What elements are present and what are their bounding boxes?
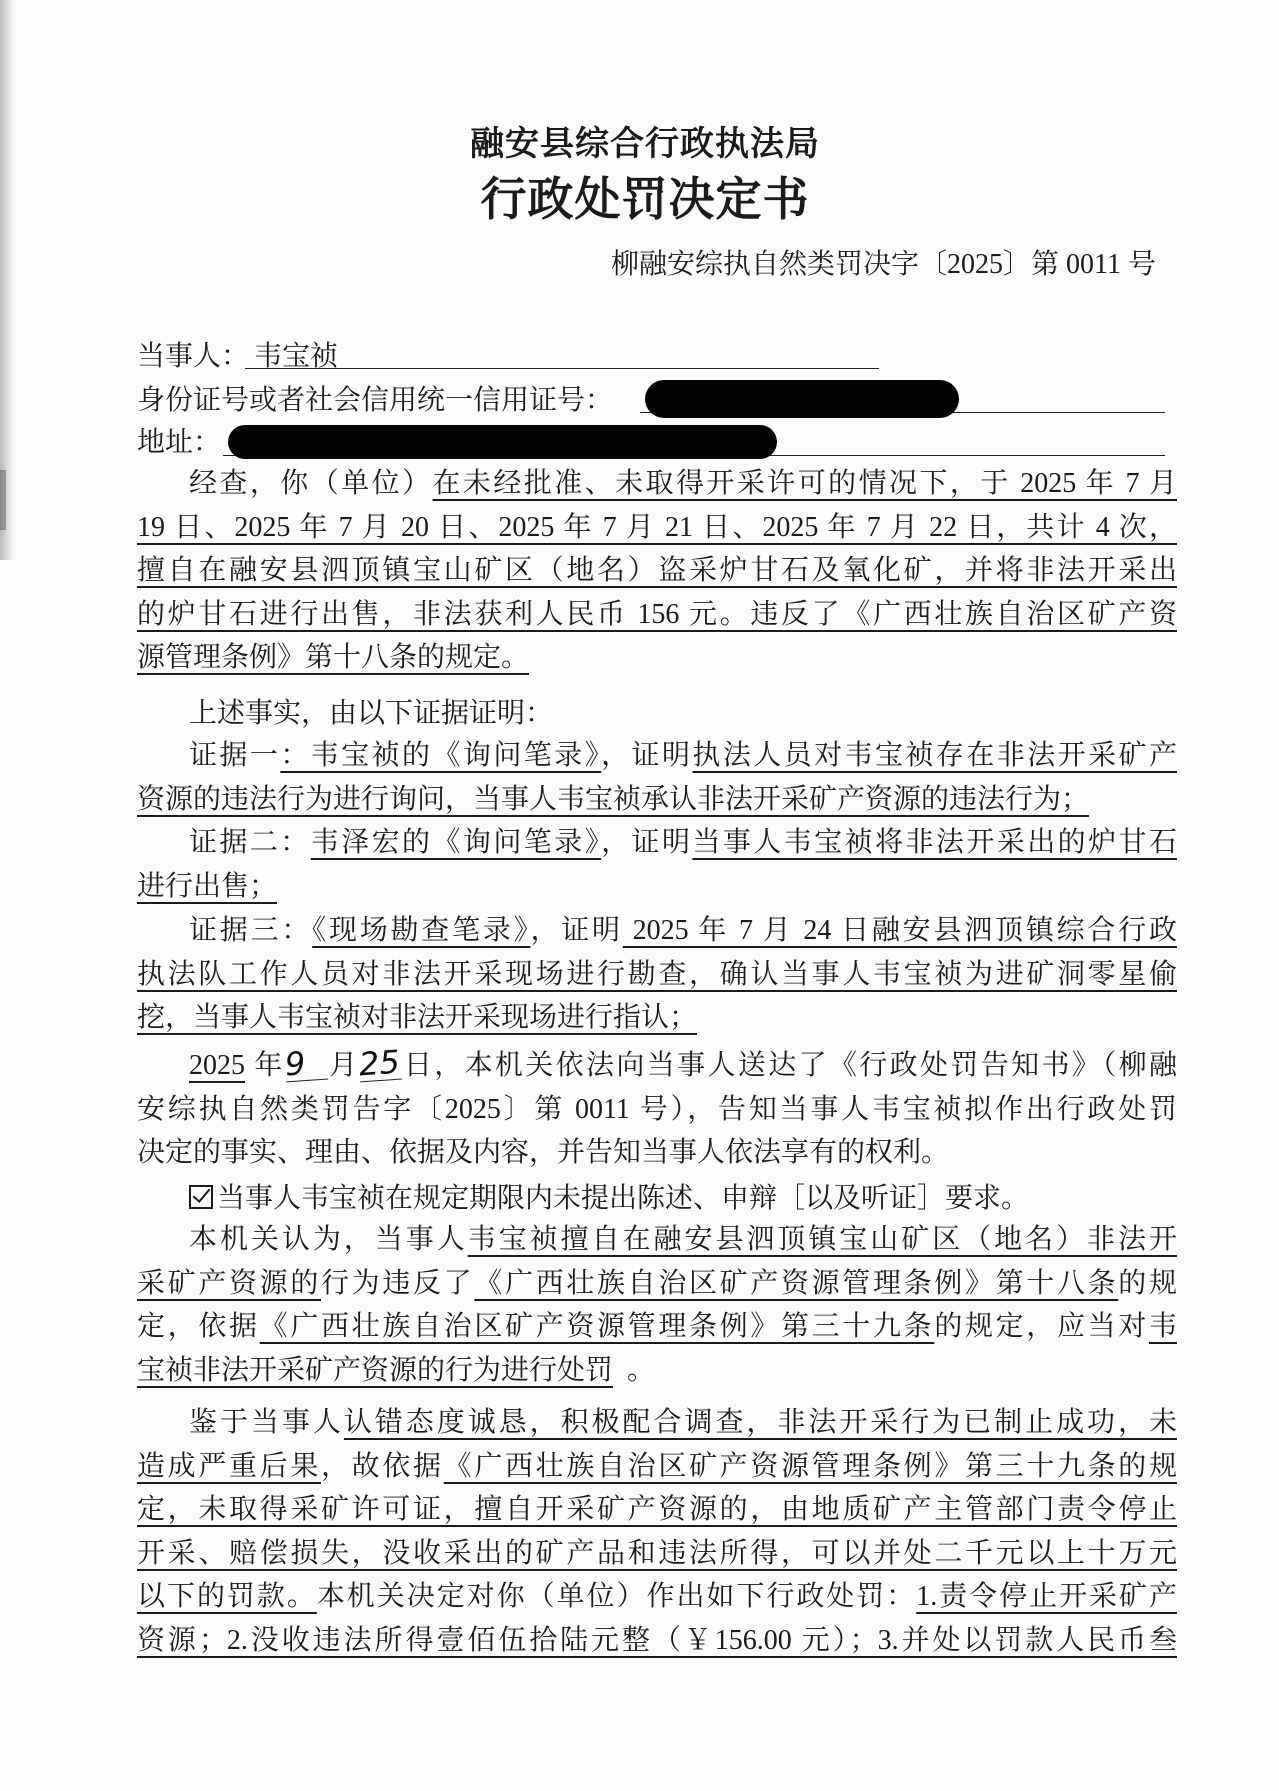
underlined-text: 的炉甘石进行出售，非法获利人民币 156 元。违反了《广西壮族自治区矿产资 (137, 598, 1177, 630)
text-segment: ，证明 (530, 915, 623, 946)
text-line (137, 1619, 1177, 1663)
underlined-text: 韦宝祯擅自在融安县泗顶镇宝山矿区（地名）非法开 (467, 1224, 1177, 1255)
document-number: 柳融安综执自然类罚决字〔2025〕第 0011 号 (611, 249, 1156, 280)
underlined-text: 执法队工作人员对非法开采现场进行勘查，确认当事人韦宝祯为进矿洞零星偷 (137, 958, 1177, 990)
underlined-text: 《广西壮族自治区矿产资源管理条例》第十八条 (474, 1267, 1119, 1299)
evidence-intro-paragraph (137, 692, 1177, 736)
text-line (137, 778, 1177, 822)
agency-opinion-paragraph (137, 1218, 1177, 1392)
text-line (137, 1218, 1177, 1262)
text-line (137, 996, 1177, 1040)
text-segment: 证据一 (189, 740, 281, 771)
text-line (137, 821, 1177, 865)
party-label: 当事人： (137, 341, 250, 372)
text-segment: 月 (326, 1050, 360, 1081)
text-line (137, 506, 1177, 550)
no-statement-paragraph (137, 1177, 1177, 1221)
text-segment: 决定的事实、理由、依据及内容，并告知当事人依法享有的权利。 (137, 1137, 950, 1168)
underlined-text: 执法人员对韦宝祯存在非法开采矿产 (692, 740, 1177, 771)
text-line (137, 1305, 1177, 1349)
party-name-underline (245, 368, 879, 369)
text-segment: 日，本机关依法向当事人送达了《行政处罚告知书》（柳融 (401, 1050, 1177, 1081)
text-segment: 当事人韦宝祯在规定期限内未提出陈述、申辩［以及听证］要求。 (217, 1183, 1030, 1214)
underlined-text: 定，未取得采矿许可证，擅自开采矿产资源的，由地质矿产主管部门责令停止 (137, 1494, 1177, 1525)
text-line (137, 1575, 1177, 1619)
text-segment: 行为违反了 (321, 1267, 475, 1299)
underlined-text: 资源；2.没收违法所得壹佰伍拾陆元整（￥156.00 元）；3.并处以罚款人民币叁 (137, 1624, 1177, 1656)
underlined-text: 《现场勘查笔录》 (312, 915, 531, 946)
text-segment: 经查，你（单位） (189, 468, 433, 499)
underlined-text: 进行出售； (137, 870, 278, 902)
text-line (137, 1262, 1177, 1306)
id-number-label: 身份证号或者社会信用统一信用证号： (137, 385, 614, 416)
text-line (137, 1488, 1177, 1532)
text-segment: 本机关决定对你（单位）作出如下行政处罚： (316, 1581, 917, 1612)
checkbox-checked-icon (189, 1185, 213, 1209)
scan-edge-mark (0, 470, 6, 530)
text-line (137, 1532, 1177, 1576)
handwritten-date: 25 (358, 1042, 402, 1084)
underlined-text: 当事人韦宝祯将非法开采出的炉甘石 (692, 827, 1177, 858)
underlined-text: 19 日、2025 年 7 月 20 日、2025 年 7 月 21 日、2025 年 7 月 22 日，共计 4 次， (137, 511, 1177, 543)
text-segment: ，证明 (601, 827, 693, 858)
text-line (137, 1349, 1177, 1393)
evidence-one-paragraph (137, 734, 1177, 821)
text-segment: 证据二： (189, 827, 311, 858)
text-line (137, 734, 1177, 778)
text-line (137, 1131, 1177, 1175)
agency-name: 融安县综合行政执法局 (470, 126, 820, 163)
notice-delivery-paragraph (137, 1044, 1177, 1175)
text-segment: 。 (627, 1354, 656, 1386)
penalty-decision-paragraph (137, 1401, 1177, 1662)
underlined-text: 在未经批准、未取得开采许可的情况下，于 2025 年 7 月 (432, 468, 1177, 499)
text-line (137, 1445, 1177, 1489)
underlined-text: 2025 年 7 月 24 日融安县泗顶镇综合行政 (622, 915, 1177, 946)
text-segment: 年 (245, 1050, 285, 1081)
text-line (137, 865, 1177, 909)
underlined-text: 擅自在融安县泗顶镇宝山矿区（地名）盗采炉甘石及氧化矿，并将非法开采出 (137, 555, 1177, 586)
underlined-text: 2025 (189, 1050, 245, 1081)
evidence-two-paragraph (137, 821, 1177, 908)
redacted-id-number (645, 380, 959, 418)
findings-paragraph (137, 462, 1177, 680)
underlined-text: 认错态度诚恳，积极配合调查，非法开采行为已制止成功，未 (343, 1407, 1177, 1438)
document-title: 行政处罚决定书 (480, 174, 810, 225)
underlined-text: 采矿产资源的 (137, 1267, 321, 1299)
redacted-address (228, 425, 777, 459)
text-segment: 安综执自然类罚告字〔2025〕第 0011 号），告知当事人韦宝祯拟作出行政处罚 (137, 1093, 1177, 1125)
text-segment: 本机关认为，当事人 (189, 1224, 468, 1255)
address-label: 地址： (137, 427, 222, 458)
text-line (137, 953, 1177, 997)
text-segment: ，证明 (601, 740, 693, 771)
text-line (137, 636, 1177, 680)
evidence-three-paragraph (137, 909, 1177, 1040)
underlined-text: 以下的罚款。 (137, 1581, 317, 1612)
text-segment: 鉴于当事人 (189, 1407, 344, 1438)
text-line (137, 1044, 1177, 1088)
party-name: 韦宝祯 (254, 341, 339, 372)
text-segment: 的规 (1118, 1267, 1177, 1299)
underlined-text: 宝祯非法开采矿产资源的行为进行处罚 (137, 1354, 614, 1386)
underlined-text: 韦 (1148, 1311, 1177, 1342)
text-line (137, 1088, 1177, 1132)
text-line (137, 909, 1177, 953)
text-segment: ，故依据 (321, 1450, 444, 1482)
text-line (137, 692, 1177, 736)
text-segment: 上述事实，由以下证据证明： (189, 698, 554, 729)
underlined-text: 挖，当事人韦宝祯对非法开采现场进行指认； (137, 1002, 698, 1033)
text-segment: 证据三： (189, 915, 313, 946)
text-line (137, 462, 1177, 506)
handwritten-date: 9 (284, 1045, 328, 1083)
text-segment: 的规定，应当对 (934, 1311, 1149, 1342)
underlined-text: 开采、赔偿损失，没收采出的矿产品和违法所得，可以并处二千元以上十万元 (137, 1537, 1177, 1569)
text-line (137, 593, 1177, 637)
underlined-text: 造成严重后果 (137, 1450, 321, 1482)
underlined-text: 《广西壮族自治区矿产资源管理条例》第三十九条的规 (443, 1450, 1177, 1482)
text-segment: 定，依据 (137, 1311, 260, 1342)
underlined-text: 《广西壮族自治区矿产资源管理条例》第三十九条 (259, 1311, 935, 1342)
underlined-text: 韦泽宏的《询问笔录》 (310, 827, 602, 858)
text-line (137, 1401, 1177, 1445)
underlined-text: 资源的违法行为进行询问，当事人韦宝祯承认非法开采矿产资源的违法行为； (137, 783, 1090, 815)
underlined-text: 源管理条例》第十八条的规定。 (137, 642, 530, 673)
text-line (137, 549, 1177, 593)
underlined-text: 1.责令停止开采矿产 (916, 1581, 1177, 1612)
text-line (137, 1177, 1177, 1221)
underlined-text: ：韦宝祯的《询问笔录》 (280, 740, 602, 771)
